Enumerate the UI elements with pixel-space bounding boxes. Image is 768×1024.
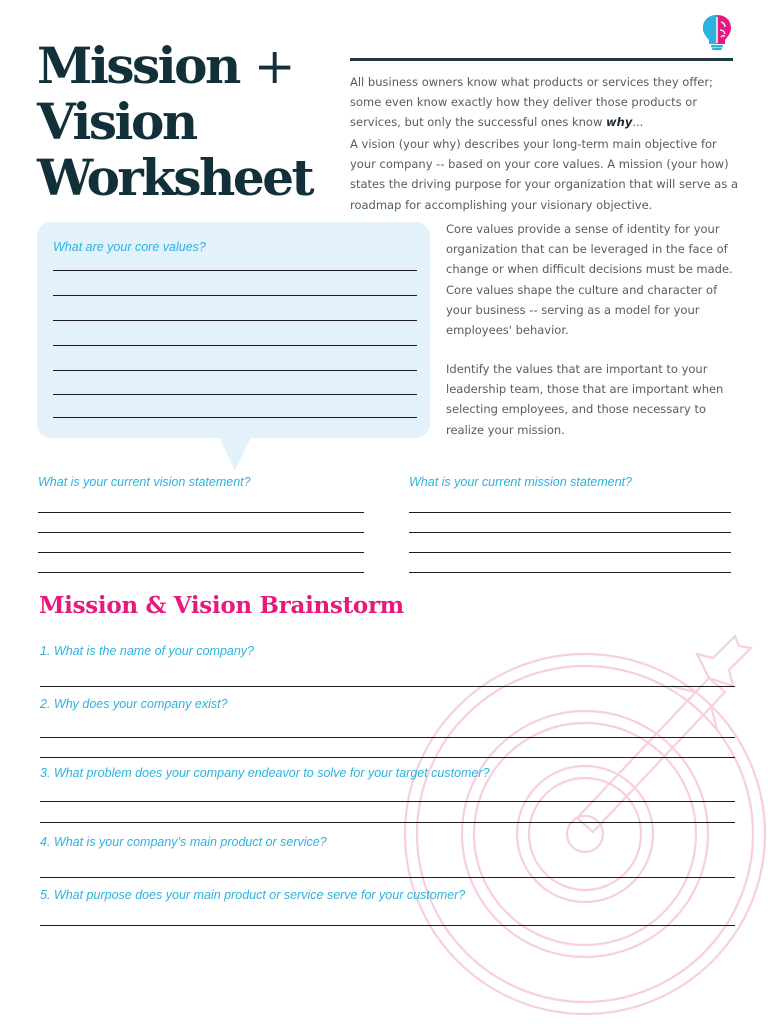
core-values-answer-line-7[interactable] [53, 417, 417, 418]
header-rule [350, 58, 733, 61]
core-values-bubble [37, 222, 430, 438]
brainstorm-answer-line-7[interactable] [40, 925, 735, 926]
why-emphasis: why [606, 115, 633, 130]
vision-answer-line-3[interactable] [38, 552, 364, 553]
bubble-tail [219, 437, 251, 471]
title-line-1: Mission [37, 36, 239, 95]
core-values-question: What are your core values? [53, 240, 206, 254]
brainstorm-answer-line-4[interactable] [40, 801, 735, 802]
vision-answer-line-2[interactable] [38, 532, 364, 533]
brainstorm-answer-line-1[interactable] [40, 686, 735, 687]
mission-answer-line-2[interactable] [409, 532, 731, 533]
brainstorm-question-5: 5. What purpose does your main product or service serve for your customer? [40, 888, 466, 902]
page-title [37, 38, 337, 206]
brainstorm-title: Mission & Vision Brainstorm [39, 592, 404, 619]
brainstorm-question-1: 1. What is the name of your company? [40, 644, 254, 658]
title-plus: + [253, 37, 296, 95]
brainstorm-question-4: 4. What is your company’s main product or service? [40, 835, 327, 849]
brainstorm-question-2: 2. Why does your company exist? [40, 697, 228, 711]
mission-answer-line-3[interactable] [409, 552, 731, 553]
brainstorm-answer-line-2[interactable] [40, 737, 735, 738]
core-values-answer-line-6[interactable] [53, 394, 417, 395]
mission-statement-question: What is your current mission statement? [409, 475, 632, 489]
title-line-3: Worksheet [37, 148, 313, 207]
vision-answer-line-4[interactable] [38, 572, 364, 573]
lightbulb-brain-icon [701, 13, 733, 51]
core-values-answer-line-4[interactable] [53, 345, 417, 346]
core-values-answer-line-2[interactable] [53, 295, 417, 296]
core-values-answer-line-3[interactable] [53, 320, 417, 321]
vision-answer-line-1[interactable] [38, 512, 364, 513]
intro-paragraph-2: A vision (your why) describes your long-term main objective for your company -- based on your core values. A mission (your how) states the driving purpose for your organization that will serve as a roadmap for accomplishing your visionary objective. [350, 137, 739, 212]
brainstorm-answer-line-3[interactable] [40, 757, 735, 758]
brainstorm-answer-line-6[interactable] [40, 877, 735, 878]
core-values-instruction: Identify the values that are important to your leadership team, those that are important when selecting employees, and those necessary to realize your mission. [446, 362, 724, 437]
vision-statement-question: What is your current vision statement? [38, 475, 251, 489]
brainstorm-question-3: 3. What problem does your company endeavor to solve for your target customer? [40, 766, 490, 780]
core-values-answer-line-1[interactable] [53, 270, 417, 271]
mission-answer-line-1[interactable] [409, 512, 731, 513]
title-line-2: Vision [37, 92, 196, 151]
target-arrow-icon [395, 622, 768, 1024]
mission-answer-line-4[interactable] [409, 572, 731, 573]
core-values-answer-line-5[interactable] [53, 370, 417, 371]
intro-paragraph-1: All business owners know what products or services they offer; some even know exactly how they deliver those products or services, but only the successful ones know why... [350, 75, 713, 130]
brainstorm-answer-line-5[interactable] [40, 822, 735, 823]
core-values-description: Core values provide a sense of identity for your organization that can be leveraged in the face of change or when difficult decisions must be made. Core values shape the culture and character of your business -- serving as a model for your employees' behavior. [446, 222, 733, 338]
